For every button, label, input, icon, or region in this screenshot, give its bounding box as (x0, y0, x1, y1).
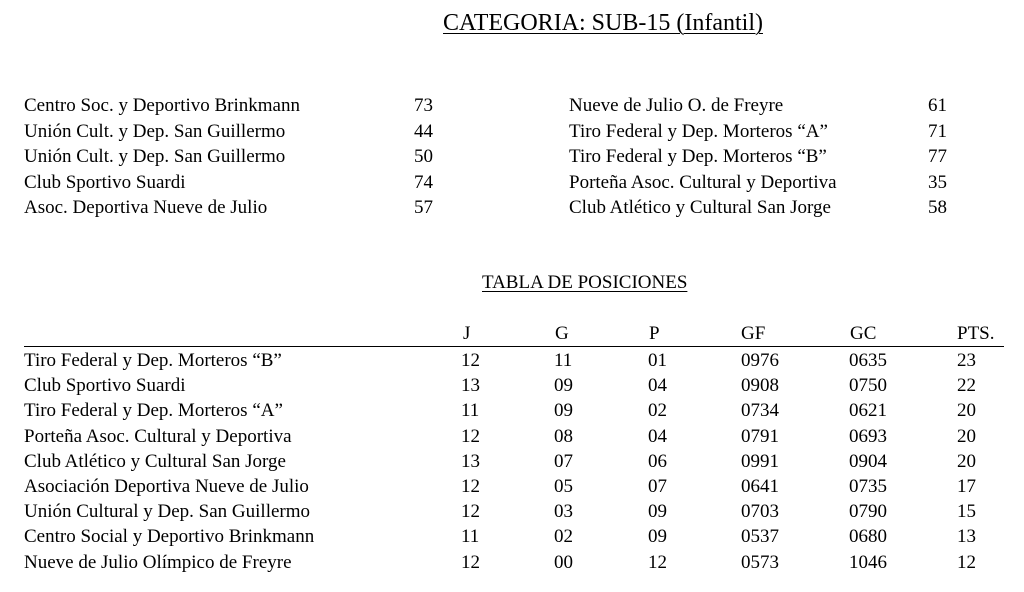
result-team: Tiro Federal y Dep. Morteros “A” (569, 120, 828, 142)
result-score: 71 (928, 120, 947, 142)
result-score: 50 (414, 146, 433, 167)
standings-table (24, 322, 1004, 575)
standings-header (24, 322, 1004, 347)
cell-g: 09 (554, 375, 573, 397)
result-team: Nueve de Julio O. de Freyre (569, 95, 784, 116)
cell-g: 07 (554, 450, 573, 472)
result-team: Unión Cult. y Dep. San Guillermo (24, 120, 286, 142)
table-row (24, 348, 1004, 373)
cell-team: Club Atlético y Cultural San Jorge (24, 450, 286, 472)
result-team: Asoc. Deportiva Nueve de Julio (24, 197, 268, 218)
table-row (24, 373, 1004, 398)
cell-team: Unión Cultural y Dep. San Guillermo (24, 501, 311, 523)
result-row (24, 119, 444, 145)
standings-body (24, 347, 1004, 575)
cell-team: Nueve de Julio Olímpico de Freyre (24, 551, 292, 573)
cell-gf: 0976 (741, 350, 779, 371)
cell-pts: 20 (957, 400, 976, 422)
header-pts: PTS. (957, 323, 995, 344)
cell-j: 13 (461, 450, 480, 472)
cell-j: 12 (461, 475, 480, 497)
result-row (24, 170, 444, 196)
result-row (569, 119, 969, 145)
cell-team: Tiro Federal y Dep. Morteros “B” (24, 350, 282, 371)
cell-p: 04 (648, 425, 667, 447)
result-row (24, 195, 444, 221)
result-score: 74 (414, 171, 433, 193)
cell-p: 01 (648, 350, 667, 371)
result-row (569, 144, 969, 170)
table-row (24, 424, 1004, 449)
result-score: 77 (928, 146, 947, 167)
header-j: J (463, 323, 471, 344)
cell-gc: 0693 (849, 425, 887, 447)
cell-g: 03 (554, 501, 573, 523)
cell-team: Club Sportivo Suardi (24, 375, 186, 397)
cell-p: 12 (648, 551, 667, 573)
cell-pts: 20 (957, 450, 976, 472)
cell-gf: 0537 (741, 526, 779, 548)
result-team: Unión Cult. y Dep. San Guillermo (24, 146, 286, 167)
result-score: 57 (414, 197, 433, 218)
table-row (24, 449, 1004, 474)
result-score: 61 (928, 95, 947, 116)
cell-g: 08 (554, 425, 573, 447)
cell-gf: 0991 (741, 450, 779, 472)
cell-j: 12 (461, 350, 480, 371)
cell-team: Asociación Deportiva Nueve de Julio (24, 475, 309, 497)
table-row (24, 550, 1004, 575)
cell-pts: 15 (957, 501, 976, 523)
table-row (24, 474, 1004, 499)
table-row (24, 524, 1004, 549)
cell-pts: 22 (957, 375, 976, 397)
cell-p: 09 (648, 501, 667, 523)
cell-gf: 0573 (741, 551, 779, 573)
cell-p: 07 (648, 475, 667, 497)
cell-pts: 12 (957, 551, 976, 573)
cell-team: Centro Social y Deportivo Brinkmann (24, 526, 315, 548)
cell-pts: 23 (957, 350, 976, 371)
cell-gf: 0908 (741, 375, 779, 397)
cell-g: 05 (554, 475, 573, 497)
results-left-column (24, 93, 444, 221)
cell-j: 11 (461, 400, 480, 422)
cell-gc: 0735 (849, 475, 887, 497)
cell-j: 12 (461, 501, 480, 523)
cell-g: 09 (554, 400, 573, 422)
result-row (24, 93, 444, 119)
cell-pts: 13 (957, 526, 976, 548)
cell-p: 02 (648, 400, 667, 422)
result-row (24, 144, 444, 170)
cell-j: 11 (461, 526, 480, 548)
standings-title: TABLA DE POSICIONES (482, 272, 688, 293)
cell-gf: 0641 (741, 475, 779, 497)
result-score: 58 (928, 197, 947, 218)
table-row (24, 499, 1004, 524)
result-row (569, 93, 969, 119)
header-g: G (555, 323, 569, 344)
header-gc: GC (850, 323, 877, 344)
cell-j: 12 (461, 551, 480, 573)
cell-p: 04 (648, 375, 667, 397)
cell-gc: 0750 (849, 375, 887, 397)
cell-gc: 0904 (849, 450, 887, 472)
result-team: Porteña Asoc. Cultural y Deportiva (569, 171, 837, 193)
table-row (24, 398, 1004, 423)
result-team: Tiro Federal y Dep. Morteros “B” (569, 146, 827, 167)
cell-gf: 0703 (741, 501, 779, 523)
cell-pts: 20 (957, 425, 976, 447)
cell-gc: 0635 (849, 350, 887, 371)
header-p: P (649, 323, 660, 344)
cell-g: 11 (554, 350, 573, 371)
result-row (569, 195, 969, 221)
cell-g: 00 (554, 551, 573, 573)
cell-j: 12 (461, 425, 480, 447)
cell-gf: 0734 (741, 400, 779, 422)
cell-gc: 1046 (849, 551, 887, 573)
result-score: 35 (928, 171, 947, 193)
cell-gc: 0621 (849, 400, 887, 422)
cell-gf: 0791 (741, 425, 779, 447)
cell-pts: 17 (957, 475, 976, 497)
result-team: Centro Soc. y Deportivo Brinkmann (24, 95, 300, 116)
result-team: Club Sportivo Suardi (24, 171, 186, 193)
results-right-column (569, 93, 969, 221)
cell-gc: 0680 (849, 526, 887, 548)
header-gf: GF (741, 323, 766, 344)
cell-team: Tiro Federal y Dep. Morteros “A” (24, 400, 283, 422)
cell-gc: 0790 (849, 501, 887, 523)
result-team: Club Atlético y Cultural San Jorge (569, 197, 831, 218)
cell-j: 13 (461, 375, 480, 397)
page-title: CATEGORIA: SUB-15 (Infantil) (443, 10, 763, 36)
result-score: 44 (414, 120, 433, 142)
cell-p: 06 (648, 450, 667, 472)
cell-g: 02 (554, 526, 573, 548)
result-row (569, 170, 969, 196)
cell-team: Porteña Asoc. Cultural y Deportiva (24, 425, 292, 447)
result-score: 73 (414, 95, 433, 116)
cell-p: 09 (648, 526, 667, 548)
